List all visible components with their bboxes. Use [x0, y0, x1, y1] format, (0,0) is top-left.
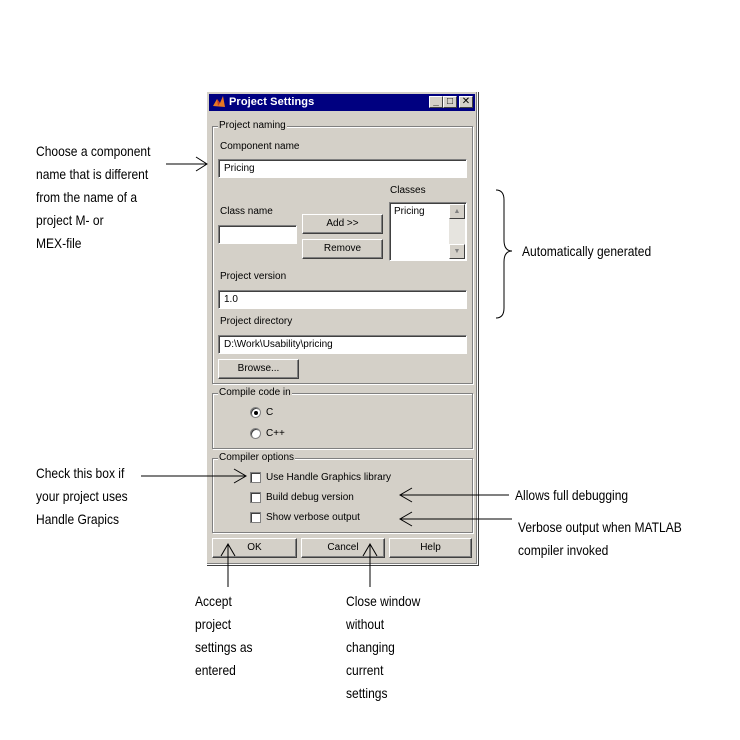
component-name-label: Component name: [220, 141, 300, 152]
minimize-button[interactable]: _: [429, 96, 443, 108]
annotation-line: Check this box if: [36, 465, 125, 481]
project-naming-label: Project naming: [219, 120, 286, 131]
add-class-button[interactable]: Add >>: [302, 214, 383, 234]
radio-cpp-label: C++: [266, 428, 285, 439]
classes-label: Classes: [390, 185, 426, 196]
handle-graphics-label: Use Handle Graphics library: [266, 472, 392, 483]
radio-c-label: C: [266, 407, 274, 418]
annotation-line: from the name of a: [36, 189, 138, 205]
class-name-label: Class name: [220, 206, 273, 217]
annotation-line: Handle Grapics: [36, 511, 119, 527]
annotation-line: MEX-file: [36, 235, 82, 251]
annotation-line: Accept: [195, 593, 232, 609]
scroll-down-icon[interactable]: ▼: [449, 244, 465, 259]
annotation-line: current: [346, 662, 384, 678]
compile-code-label: Compile code in: [219, 387, 291, 398]
project-directory-input[interactable]: D:\Work\Usability\pricing: [218, 335, 467, 354]
maximize-button[interactable]: □: [443, 96, 457, 108]
debugging-annotation: Allows full debugging: [515, 487, 629, 503]
annotation-line: name that is different: [36, 166, 149, 182]
list-item[interactable]: Pricing: [394, 206, 425, 217]
annotation-line: Choose a component: [36, 143, 151, 159]
arrow-to-debug-checkbox: [400, 488, 509, 502]
cancel-button[interactable]: Cancel: [301, 538, 385, 558]
arrow-to-verbose-checkbox: [400, 512, 512, 526]
browse-button[interactable]: Browse...: [218, 359, 299, 379]
ok-button[interactable]: OK: [212, 538, 297, 558]
automatically-generated-annotation: Automatically generated: [522, 243, 652, 259]
annotation-line: project M- or: [36, 212, 104, 228]
annotation-line: settings as: [195, 639, 253, 655]
annotation-line: changing: [346, 639, 395, 655]
project-version-label: Project version: [220, 271, 287, 282]
annotation-line: your project uses: [36, 488, 128, 504]
arrow-to-handle-graphics-checkbox: [141, 469, 246, 483]
project-directory-label: Project directory: [220, 316, 293, 327]
annotation-line: without: [346, 616, 385, 632]
arrow-to-component-name: [166, 157, 207, 171]
window-title: Project Settings: [229, 96, 315, 108]
annotation-line: Close window: [346, 593, 421, 609]
arrow-to-ok-button: [221, 544, 235, 587]
annotation-line: entered: [195, 662, 236, 678]
remove-class-button[interactable]: Remove: [302, 239, 383, 259]
verbose-output-label: Show verbose output: [266, 512, 360, 523]
annotation-line: Verbose output when MATLAB: [518, 519, 682, 535]
annotation-line: compiler invoked: [518, 542, 609, 558]
scroll-up-icon[interactable]: ▲: [449, 204, 465, 219]
component-name-input[interactable]: Pricing: [218, 159, 467, 178]
debug-version-label: Build debug version: [266, 492, 354, 503]
annotation-line: settings: [346, 685, 388, 701]
automatically-generated-brace: [496, 190, 512, 318]
close-button[interactable]: ✕: [459, 96, 473, 108]
project-version-input[interactable]: 1.0: [218, 290, 467, 309]
compiler-options-label: Compiler options: [219, 452, 295, 463]
help-button[interactable]: Help: [389, 538, 472, 558]
arrow-to-cancel-button: [363, 544, 377, 587]
annotation-line: project: [195, 616, 232, 632]
